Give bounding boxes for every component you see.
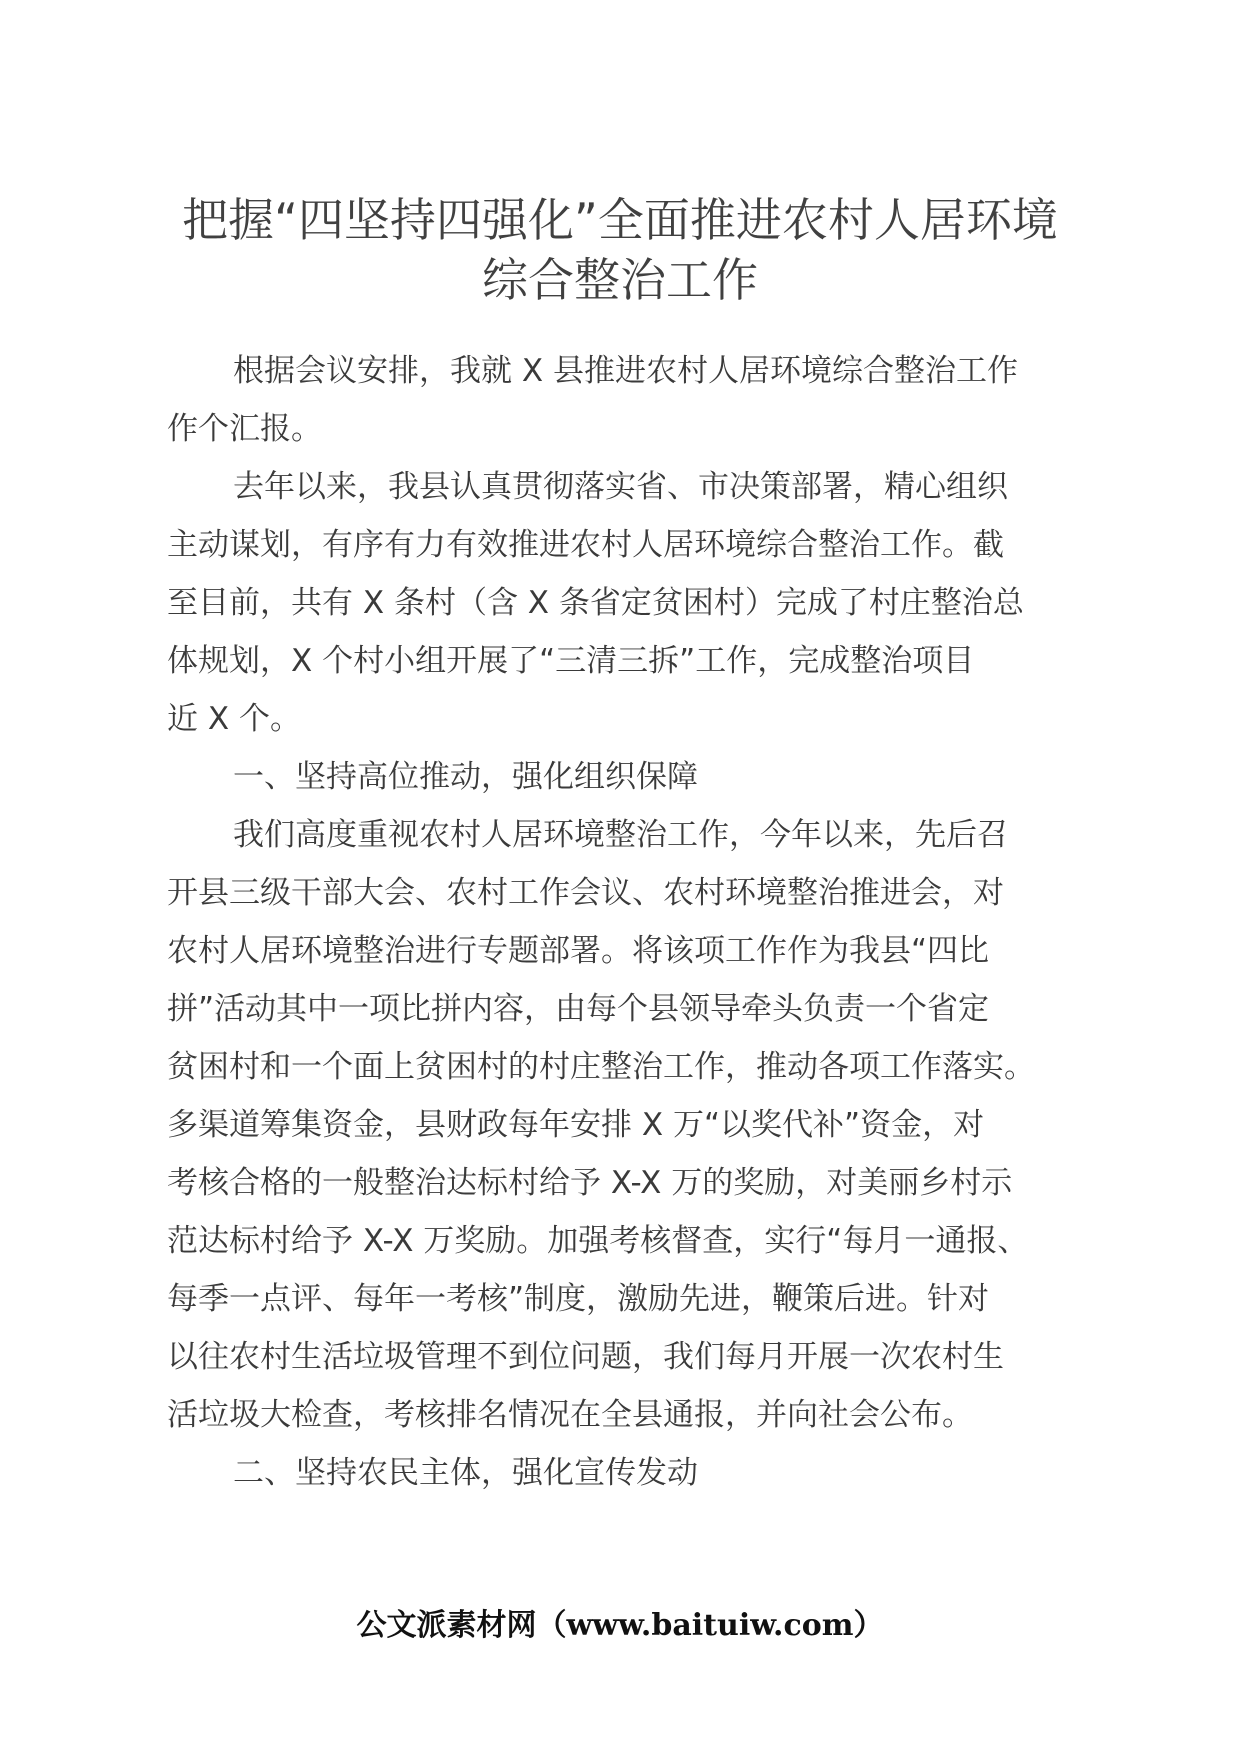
document-title <box>150 190 1090 310</box>
paragraph-line: 至目前，共有 X 条村（含 X 条省定贫困村）完成了村庄整治总 <box>167 585 1024 621</box>
title-line: 综合整治工作 <box>482 253 758 307</box>
paragraph-line: 范达标村给予 X-X 万奖励。加强考核督查，实行“每月一通报、 <box>167 1223 1029 1259</box>
paragraph-intro <box>167 342 1097 458</box>
paragraph-line: 主动谋划，有序有力有效推进农村人居环境综合整治工作。截 <box>167 527 1004 563</box>
paragraph-line: 多渠道筹集资金，县财政每年安排 X 万“以奖代补”资金，对 <box>167 1107 985 1143</box>
section-heading-one: 一、坚持高位推动，强化组织保障 <box>233 759 698 795</box>
title-line: 把握“四坚持四强化”全面推进农村人居环境 <box>182 193 1058 247</box>
paragraph-summary <box>167 458 1097 748</box>
paragraph-line: 以往农村生活垃圾管理不到位问题，我们每月开展一次农村生 <box>167 1339 1004 1375</box>
paragraph-line: 体规划，X 个村小组开展了“三清三拆”工作，完成整治项目 <box>167 643 975 679</box>
paragraph-line: 贫困村和一个面上贫困村的村庄整治工作，推动各项工作落实。 <box>167 1049 1035 1085</box>
paragraph-line: 我们高度重视农村人居环境整治工作，今年以来，先后召 <box>233 817 1008 853</box>
paragraph-line: 拼”活动其中一项比拼内容，由每个县领导牵头负责一个省定 <box>167 991 990 1027</box>
paragraph-line: 每季一点评、每年一考核”制度，激励先进，鞭策后进。针对 <box>167 1281 990 1317</box>
section-one-paragraph <box>167 806 1097 1444</box>
paragraph-line: 活垃圾大检查，考核排名情况在全县通报，并向社会公布。 <box>167 1397 973 1433</box>
document-body <box>167 342 1097 1502</box>
footer-watermark: 公文派素材网（www.baituiw.com） <box>356 1608 884 1643</box>
paragraph-line: 去年以来，我县认真贯彻落实省、市决策部署，精心组织 <box>233 469 1008 505</box>
paragraph-line: 农村人居环境整治进行专题部署。将该项工作作为我县“四比 <box>167 933 990 969</box>
paragraph-line: 开县三级干部大会、农村工作会议、农村环境整治推进会，对 <box>167 875 1004 911</box>
paragraph-line: 作个汇报。 <box>167 411 322 447</box>
paragraph-line: 近 X 个。 <box>167 701 301 737</box>
paragraph-line: 根据会议安排，我就 X 县推进农村人居环境综合整治工作 <box>233 353 1018 389</box>
section-heading-two: 二、坚持农民主体，强化宣传发动 <box>233 1455 698 1491</box>
paragraph-line: 考核合格的一般整治达标村给予 X-X 万的奖励，对美丽乡村示 <box>167 1165 1013 1201</box>
